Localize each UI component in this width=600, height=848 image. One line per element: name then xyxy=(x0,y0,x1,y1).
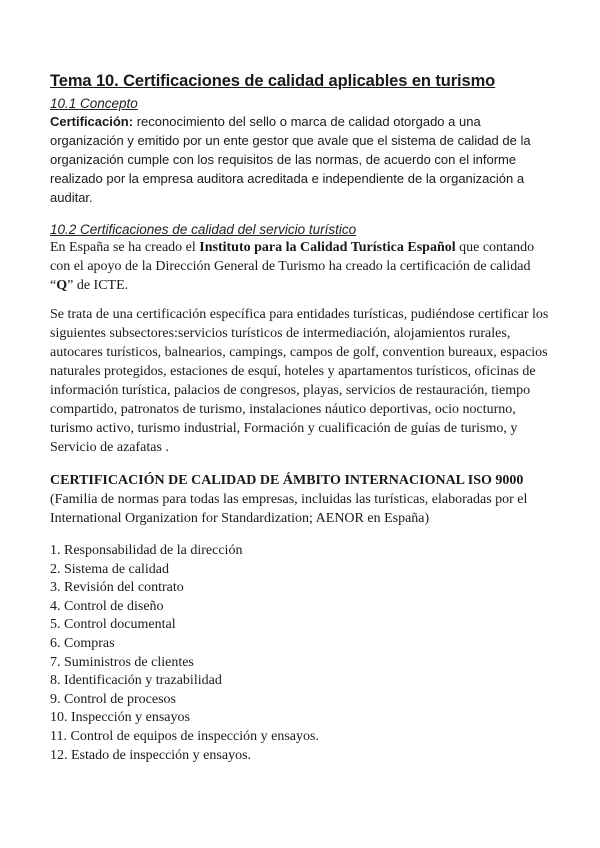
q-mark: Q xyxy=(56,278,68,293)
iso-heading: CERTIFICACIÓN DE CALIDAD DE ÁMBITO INTERNACIONAL ISO 9000 xyxy=(50,473,524,488)
iso-subtitle: (Familia de normas para todas las empresas, incluidas las turísticas, elaboradas por el International Organization for Standardization; AENOR en España) xyxy=(50,492,528,526)
list-item: 3. Revisión del contrato xyxy=(50,580,184,596)
list-item: 7. Suministros de clientes xyxy=(50,654,194,670)
section-heading-concepto: 10.1 Concepto xyxy=(50,96,138,111)
iso-requirements-list xyxy=(50,542,550,765)
definition-term: Certificación: xyxy=(50,114,134,129)
list-item: 8. Identificación y trazabilidad xyxy=(50,673,222,689)
icte-text-b: que contando con el apoyo de la Dirección General de Turismo ha creado la certificación de calidad “ xyxy=(50,240,535,293)
list-item: 9. Control de procesos xyxy=(50,691,176,707)
list-item: 5. Control documental xyxy=(50,617,176,633)
definition-text: reconocimiento del sello o marca de calidad otorgado a una organización y emitido por un ente gestor que avale que el sistema de calidad de la organización cumple con los requisitos de las normas, de acuerdo con el informe realizado por la empresa auditora acreditada e independiente de la organización a auditar. xyxy=(50,114,531,205)
list-item: 6. Compras xyxy=(50,635,115,651)
icte-text-c: ” de ICTE. xyxy=(67,278,129,293)
subsectors-paragraph: Se trata de una certificación específica para entidades turísticas, pudiéndose certificar los siguientes subsectores:servicios turísticos de intermediación, alojamientos rurales, autocares turísticos, balnearios, campings, campos de golf, convention bureaux, espacios naturales protegidos, estaciones de esquí, hoteles y apartamentos turísticos, oficinas de información turística, palacios de congresos, playas, servicios de restauración, tiempo compartido, patronatos de turismo, instalaciones náutico deportivas, ocio nocturno, turismo activo, turismo industrial, Formación y cualificación de guías de turismo, y Servicio de azafatas . xyxy=(50,307,549,455)
icte-institute-name: Instituto para la Calidad Turística Español xyxy=(199,240,456,255)
icte-paragraph xyxy=(50,238,550,295)
list-item: 11. Control de equipos de inspección y ensayos. xyxy=(50,728,319,744)
document-title: Tema 10. Certificaciones de calidad aplicables en turismo xyxy=(50,72,496,90)
section-heading-certificaciones: 10.2 Certificaciones de calidad del servicio turístico xyxy=(50,222,357,237)
list-item: 1. Responsabilidad de la dirección xyxy=(50,543,243,558)
list-item: 10. Inspección y ensayos xyxy=(50,710,190,726)
list-item: 2. Sistema de calidad xyxy=(50,561,169,577)
list-item: 12. Estado de inspección y ensayos. xyxy=(50,747,252,763)
icte-text-a: En España se ha creado el xyxy=(50,240,200,255)
list-item: 4. Control de diseño xyxy=(50,598,164,614)
definition-paragraph xyxy=(50,112,550,207)
